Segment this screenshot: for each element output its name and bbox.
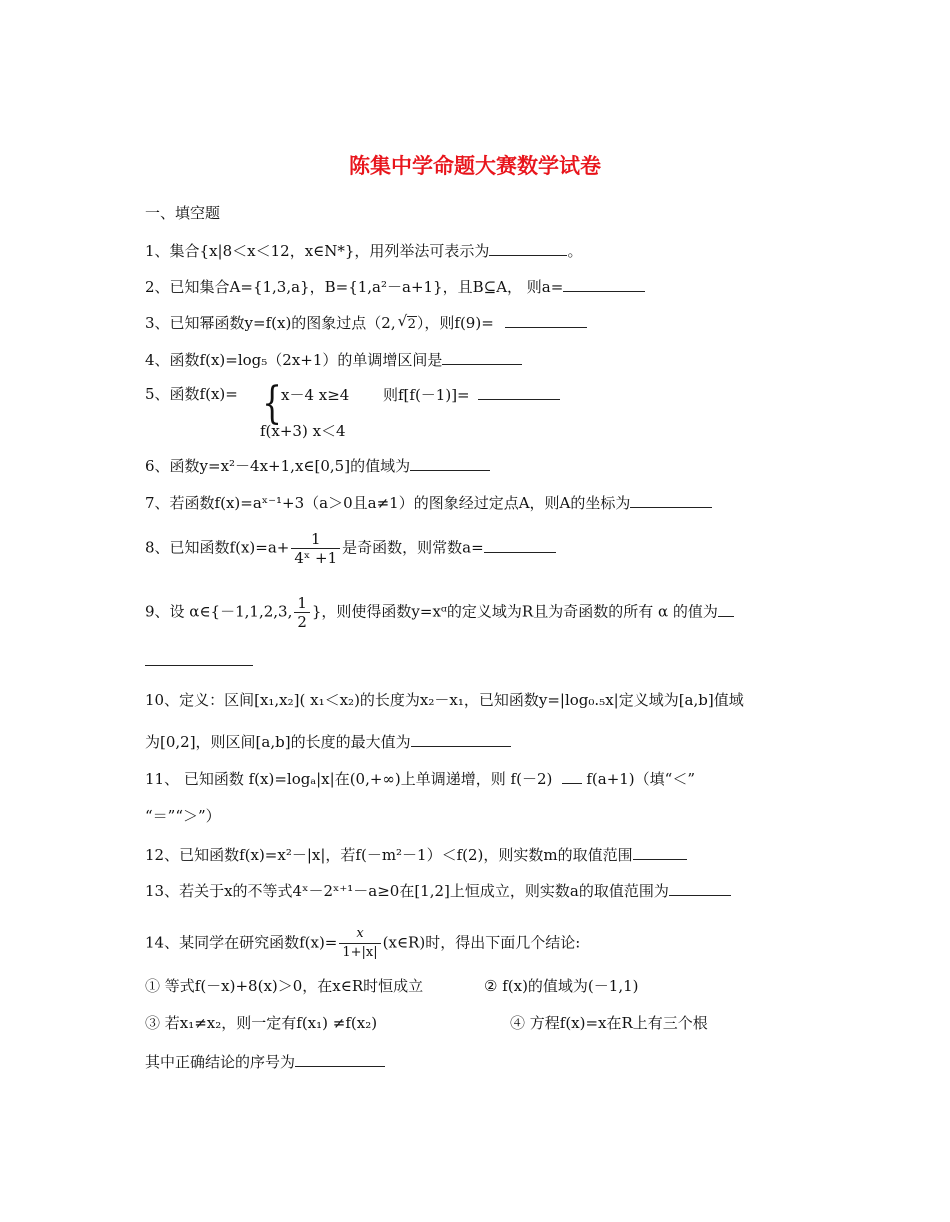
conclusion-4: ④ 方程f(x)=x在R上有三个根 (510, 1014, 708, 1032)
question-9 (145, 594, 734, 631)
final-question: 其中正确结论的序号为 (145, 1051, 385, 1072)
answer-blank[interactable] (145, 650, 253, 666)
question-4-text: 4、函数f(x)=log₅（2x+1）的单调增区间是 (145, 351, 443, 369)
answer-blank[interactable] (633, 844, 687, 860)
fraction: $\frac{x}{1+|x|}$ (339, 925, 380, 962)
question-2 (145, 276, 645, 297)
question-3-text: 3、已知幂函数y=f(x)的图象过点（2, (145, 314, 396, 332)
question-9-continuation (145, 650, 253, 671)
question-5-label: 5、函数f(x)= (145, 385, 238, 403)
question-8 (145, 530, 556, 567)
answer-blank[interactable] (630, 492, 712, 508)
question-1 (145, 240, 582, 261)
piecewise-case-2: f(x+3) x＜4 (260, 422, 346, 440)
answer-blank[interactable] (563, 276, 645, 292)
answer-blank[interactable] (295, 1051, 385, 1067)
question-13: 13、若关于x的不等式4ˣ－2ˣ⁺¹－a≥0在[1,2]上恒成立，则实数a的取值范围为 (145, 880, 731, 901)
conclusion-2: ② f(x)的值域为(－1,1) (484, 977, 639, 995)
question-3-text-end: ），则f(9)= (416, 314, 494, 332)
answer-blank[interactable] (669, 880, 731, 896)
answer-blank[interactable] (410, 455, 490, 471)
question-10-line-1: 10、定义：区间[x₁,x₂]( x₁＜x₂)的长度为x₂－x₁，已知函数y=|log₀.₅x|定义域为[a,b]值域 (145, 691, 744, 709)
answer-blank[interactable] (489, 240, 567, 256)
fraction: $\frac{1}{2}$ (294, 594, 310, 631)
question-4 (145, 349, 522, 370)
question-9-text-end: }，则使得函数y=xᵅ的定义域为R且为奇函数的所有 α 的值为 (311, 602, 718, 621)
question-6 (145, 455, 490, 476)
question-6-text: 6、函数y=x²－4x+1,x∈[0,5]的值域为 (145, 457, 411, 475)
question-1-text: 1、集合{x|8＜x＜12，x∈N*}，用列举法可表示为 (145, 242, 490, 260)
question-3 (145, 312, 587, 335)
question-7-text: 7、若函数f(x)=aˣ⁻¹+3（a＞0且a≠1）的图象经过定点A，则A的坐标为 (145, 494, 631, 512)
question-14: 14、某同学在研究函数f(x)= $\frac{x}{1+|x|}$ (x∈R)时，得出下面几个结论: (145, 926, 581, 960)
answer-blank[interactable] (484, 537, 556, 553)
piecewise-brace: { (262, 378, 282, 429)
question-8-text: 8、已知函数f(x)=a+ (145, 538, 290, 557)
question-9-text: 9、设 α∈{－1,1,2,3, (145, 602, 293, 621)
answer-blank[interactable] (442, 349, 522, 365)
section-heading: 一、填空题 (145, 204, 221, 222)
answer-blank[interactable] (562, 768, 582, 784)
piecewise-case-1: x－4 x≥4 (281, 386, 350, 404)
sqrt-symbol: √ 2 (397, 312, 416, 332)
question-1-end: 。 (567, 242, 583, 260)
question-11-line-2: “＝”“＞”） (145, 807, 221, 825)
question-7 (145, 492, 712, 513)
conclusion-1: ① 等式f(－x)+8(x)＞0，在x∈R时恒成立 (145, 977, 424, 995)
question-8-text-end: 是奇函数，则常数a= (342, 538, 484, 557)
answer-blank[interactable] (718, 601, 734, 617)
answer-blank[interactable] (411, 731, 511, 747)
exam-title: 陈集中学命题大赛数学试卷 (349, 154, 601, 178)
question-11-line-1: 11、 已知函数 f(x)=logₐ|x|在(0,+∞)上单调递增，则 f(－2) f(a+1)（填“＜” (145, 770, 695, 788)
answer-blank[interactable] (478, 384, 560, 400)
question-5-tail: 则f[f(－1)]= (383, 384, 560, 405)
question-10-line-2: 为[0,2]，则区间[a,b]的长度的最大值为 (145, 731, 511, 752)
answer-blank[interactable] (505, 312, 587, 328)
fraction: $\frac{1}{\text{4ˣ +1}}$ (291, 530, 340, 567)
question-2-text: 2、已知集合A={1,3,a}，B={1,a²－a+1}，且B⊆A， 则a= (145, 278, 564, 296)
question-12: 12、已知函数f(x)=x²－|x|，若f(－m²－1）＜f(2)，则实数m的取值范围 (145, 844, 687, 865)
conclusion-3: ③ 若x₁≠x₂，则一定有f(x₁) ≠f(x₂) (145, 1014, 378, 1032)
